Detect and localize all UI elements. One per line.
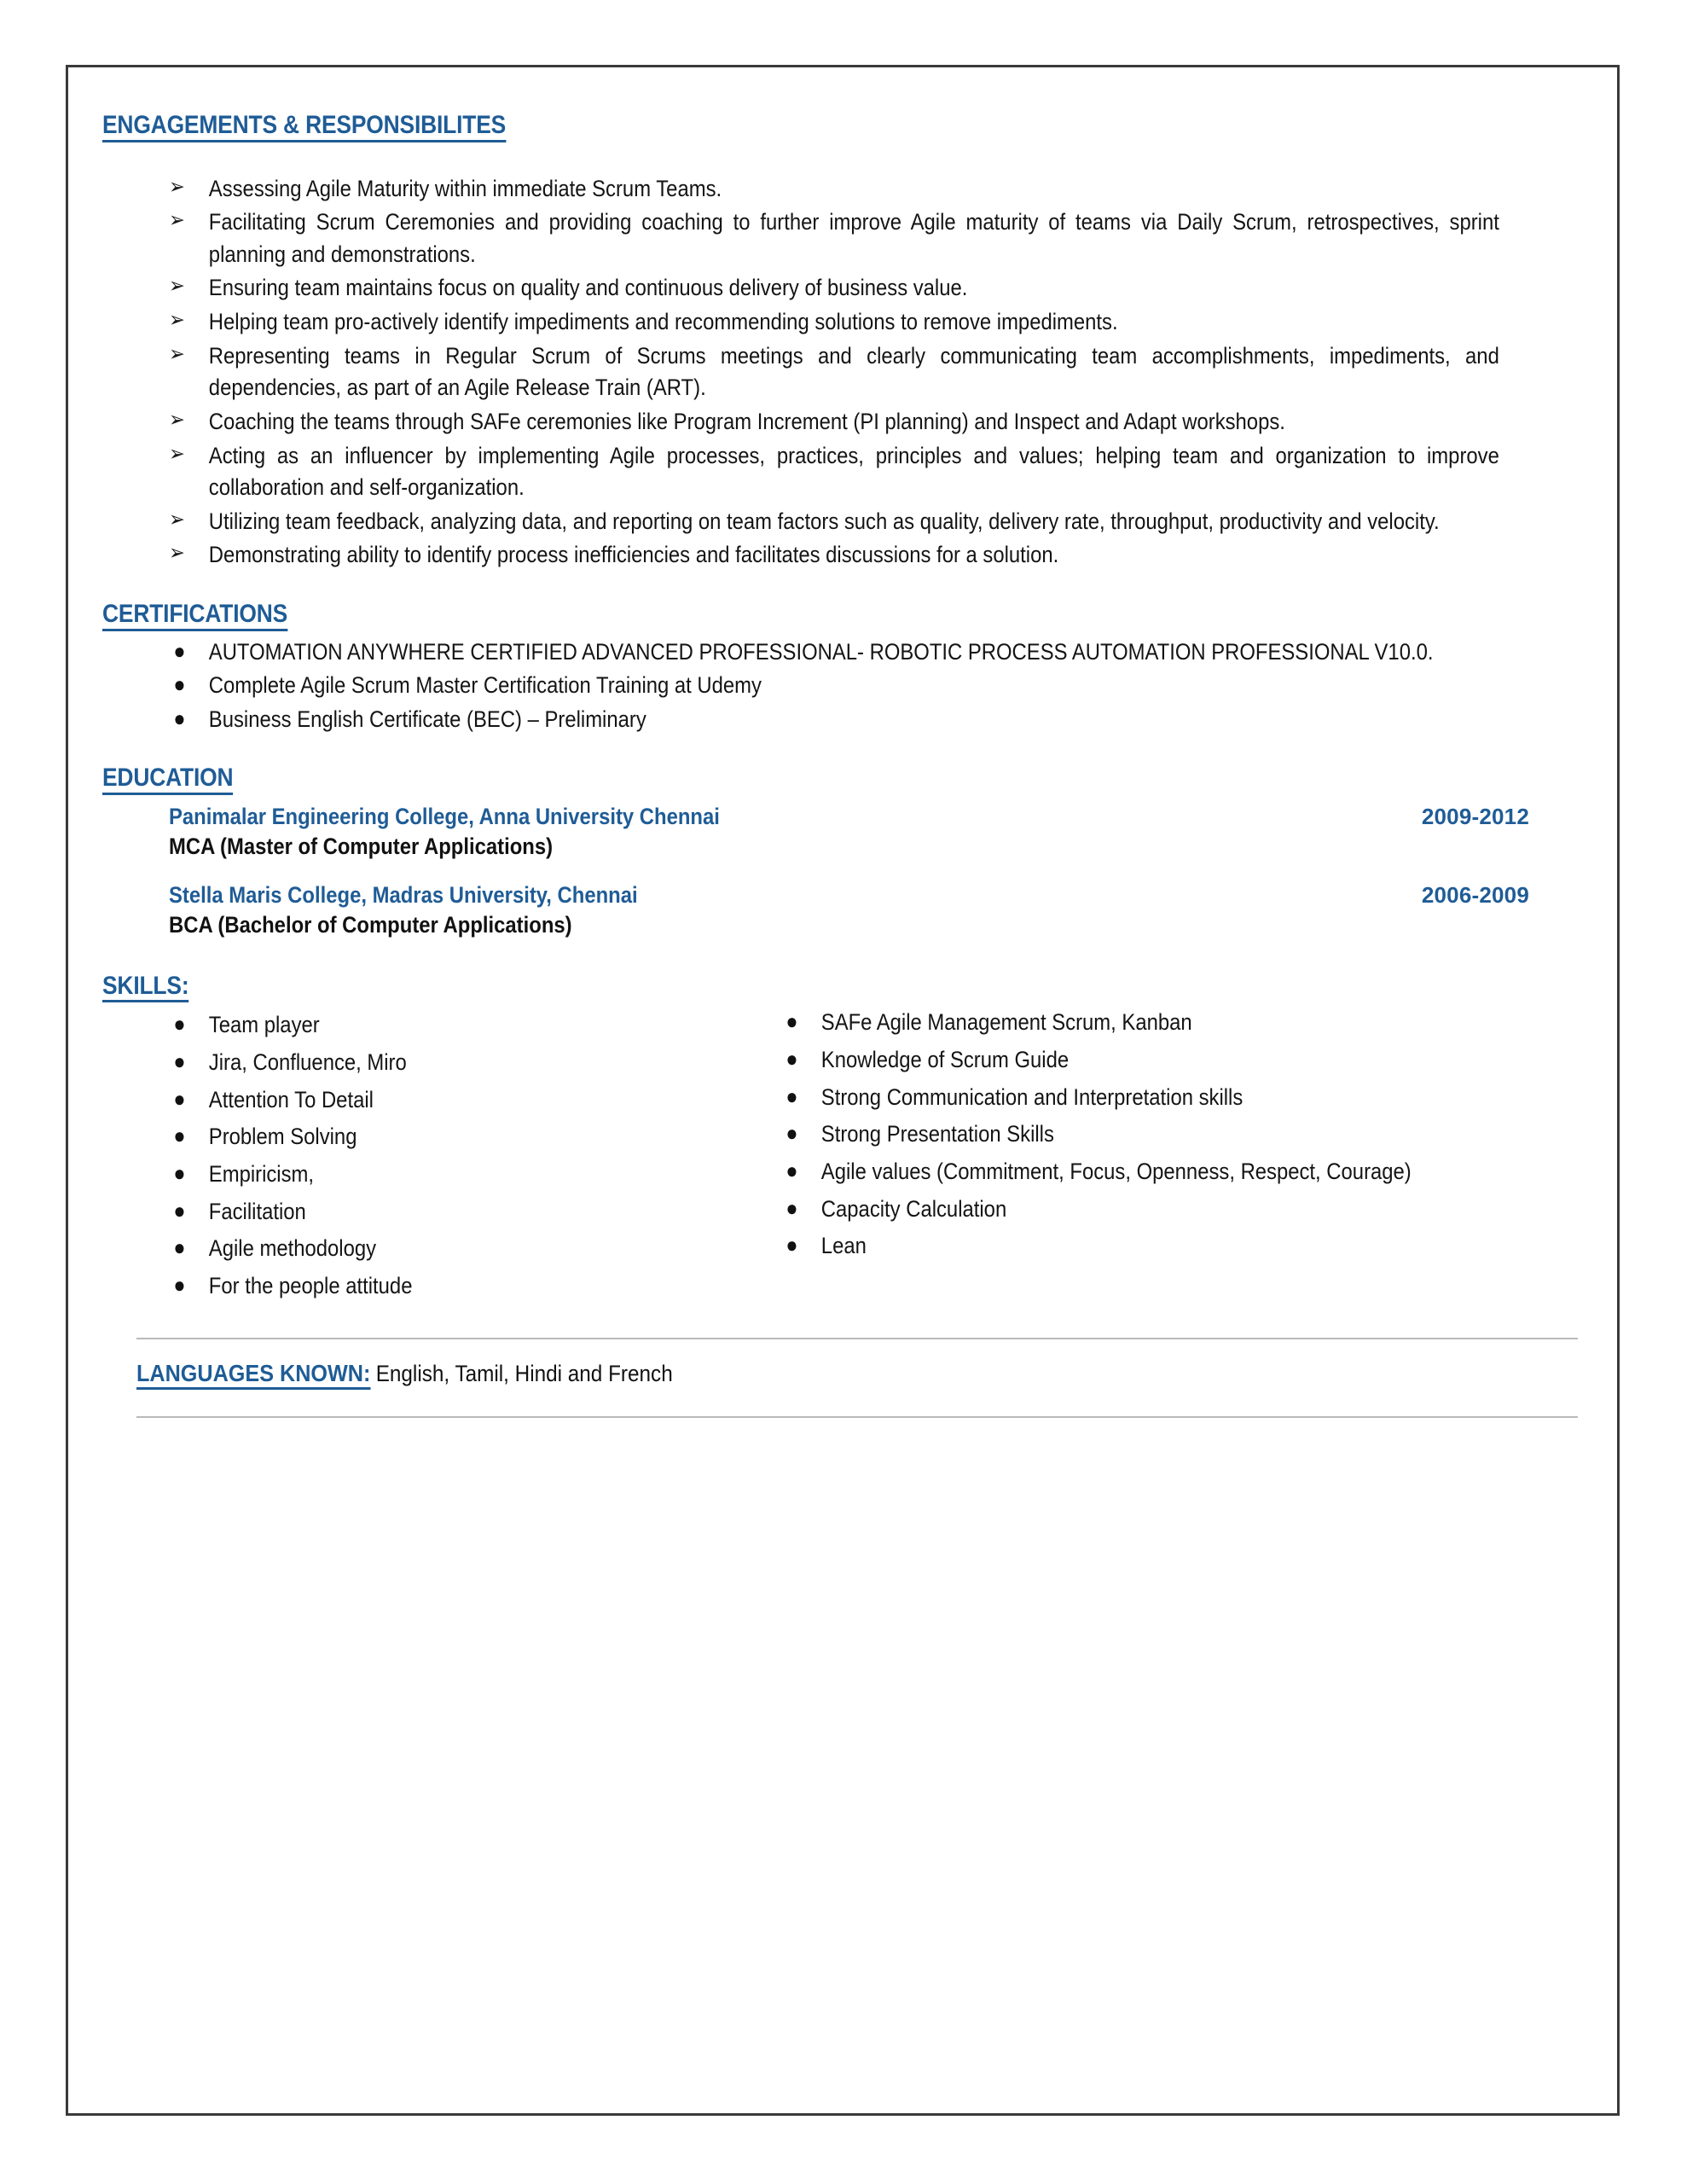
list-item-text: Agile values (Commitment, Focus, Openness, Respect, Courage) xyxy=(820,1158,1412,1184)
education-school-name: Stella Maris College, Madras University, Chennai xyxy=(169,881,638,908)
dot-bullet-icon: ● xyxy=(173,1159,186,1186)
list-item-text: Coaching the teams through SAFe ceremonies like Program Increment (PI planning) and Inspect and Adapt workshops. xyxy=(208,408,1285,434)
dot-bullet-icon: ● xyxy=(786,1232,798,1258)
list-item-text: Business English Certificate (BEC) – Preliminary xyxy=(208,706,646,732)
dot-bullet-icon: ● xyxy=(786,1194,798,1221)
list-item xyxy=(169,1121,749,1153)
arrow-bullet-icon: ➢ xyxy=(169,274,185,299)
certifications-list xyxy=(169,636,1499,736)
list-item xyxy=(169,440,1499,504)
list-item xyxy=(169,1009,749,1042)
list-item xyxy=(169,173,1499,206)
list-item xyxy=(169,704,1499,736)
engagements-heading: ENGAGEMENTS & RESPONSIBILITES xyxy=(102,112,506,142)
engagements-list xyxy=(169,173,1499,572)
education-years: 2006-2009 xyxy=(1421,881,1529,908)
skills-left-body xyxy=(169,1009,749,1302)
dot-bullet-icon: ● xyxy=(173,705,186,731)
arrow-bullet-icon: ➢ xyxy=(169,341,185,366)
education-entry-row xyxy=(169,882,1529,909)
skills-section xyxy=(102,973,1583,1308)
list-item xyxy=(169,1233,749,1265)
dot-bullet-icon: ● xyxy=(786,1046,798,1072)
list-item-text: Strong Presentation Skills xyxy=(820,1121,1054,1147)
languages-row xyxy=(136,1339,1578,1416)
divider-bottom xyxy=(136,1416,1578,1418)
list-item-text: SAFe Agile Management Scrum, Kanban xyxy=(820,1009,1192,1036)
list-item xyxy=(169,206,1499,270)
list-item-text: Team player xyxy=(208,1012,320,1038)
dot-bullet-icon: ● xyxy=(173,1234,186,1261)
list-item-text: Ensuring team maintains focus on quality and continuous delivery of business value. xyxy=(208,275,968,301)
list-item-text: Capacity Calculation xyxy=(820,1195,1007,1222)
education-heading: EDUCATION xyxy=(102,764,233,795)
dot-bullet-icon: ● xyxy=(173,1085,186,1112)
skills-columns xyxy=(102,1009,1583,1307)
list-item-text: Knowledge of Scrum Guide xyxy=(820,1047,1070,1072)
dot-bullet-icon: ● xyxy=(173,1048,186,1074)
list-item-text: Assessing Agile Maturity within immediate Scrum Teams. xyxy=(208,175,722,201)
dot-bullet-icon: ● xyxy=(786,1157,798,1183)
engagements-section xyxy=(102,112,1583,572)
dot-bullet-icon: ● xyxy=(786,1120,798,1147)
skills-left-column xyxy=(169,1009,749,1307)
education-years: 2009-2012 xyxy=(1421,803,1529,829)
list-item-text: Attention To Detail xyxy=(208,1086,374,1112)
list-item xyxy=(781,1118,1515,1151)
list-item xyxy=(781,1156,1515,1188)
list-item xyxy=(169,272,1499,305)
list-item-text: Facilitation xyxy=(208,1198,306,1224)
list-item-text: For the people attitude xyxy=(208,1272,413,1298)
list-item xyxy=(781,1007,1515,1039)
list-item-text: Helping team pro-actively identify impediments and recommending solutions to remove impediments. xyxy=(208,309,1118,334)
engagements-list-wrap xyxy=(169,173,1499,572)
arrow-bullet-icon: ➢ xyxy=(169,541,185,566)
education-school-name: Panimalar Engineering College, Anna University Chennai xyxy=(169,803,720,829)
list-item xyxy=(169,1047,749,1079)
skills-right-list xyxy=(781,1007,1515,1262)
list-item xyxy=(169,1270,749,1303)
list-item-text: Problem Solving xyxy=(208,1124,357,1150)
engagements-heading-wrap xyxy=(102,112,1583,142)
list-item xyxy=(169,406,1499,439)
education-heading-wrap xyxy=(102,764,1583,795)
resume-content xyxy=(102,112,1583,2113)
list-item xyxy=(169,506,1499,538)
skills-right-column xyxy=(781,1007,1515,1304)
certifications-body xyxy=(169,636,1499,736)
skills-right-body xyxy=(781,1007,1515,1262)
education-section xyxy=(102,764,1583,938)
arrow-bullet-icon: ➢ xyxy=(169,174,185,199)
languages-value: English, Tamil, Hindi and French xyxy=(375,1361,673,1387)
certifications-heading-wrap xyxy=(102,601,1583,631)
list-item xyxy=(169,340,1499,404)
list-item-text: Strong Communication and Interpretation skills xyxy=(820,1083,1244,1110)
list-item-text: Empiricism, xyxy=(208,1160,315,1187)
arrow-bullet-icon: ➢ xyxy=(169,407,185,432)
arrow-bullet-icon: ➢ xyxy=(169,308,185,332)
dot-bullet-icon: ● xyxy=(786,1008,798,1035)
list-item xyxy=(169,670,1499,702)
list-item xyxy=(169,1196,749,1228)
list-item-text: Acting as an influencer by implementing Agile processes, practices, principles and values; helping team and organization to improve collaboration and self-organization. xyxy=(208,442,1499,501)
list-item-text: Complete Agile Scrum Master Certification Training at Udemy xyxy=(208,672,762,699)
list-item xyxy=(169,636,1499,669)
list-item-text: Agile methodology xyxy=(208,1235,377,1262)
dot-bullet-icon: ● xyxy=(173,1011,186,1037)
list-item-text: Utilizing team feedback, analyzing data, and reporting on team factors such as quality, delivery rate, throughput, productivity and velocity. xyxy=(208,508,1440,534)
list-item xyxy=(169,539,1499,572)
list-item xyxy=(169,306,1499,339)
list-item xyxy=(169,1159,749,1191)
list-item-text: AUTOMATION ANYWHERE CERTIFIED ADVANCED PROFESSIONAL- ROBOTIC PROCESS AUTOMATION PROFESSIONAL V10.0. xyxy=(208,638,1434,665)
list-item-text: Facilitating Scrum Ceremonies and providing coaching to further improve Agile maturity of teams via Daily Scrum, retrospectives, sprint planning and demonstrations. xyxy=(208,209,1499,267)
dot-bullet-icon: ● xyxy=(173,671,186,698)
list-item xyxy=(781,1230,1515,1263)
education-degree: MCA (Master of Computer Applications) xyxy=(169,833,554,859)
dot-bullet-icon: ● xyxy=(173,1197,186,1223)
education-entry xyxy=(169,882,1529,938)
arrow-bullet-icon: ➢ xyxy=(169,507,185,531)
list-item xyxy=(169,1084,749,1117)
languages-inner xyxy=(136,1360,673,1387)
languages-section xyxy=(136,1338,1578,1418)
resume-page-border xyxy=(66,65,1620,2116)
certifications-section xyxy=(102,601,1583,735)
list-item xyxy=(781,1082,1515,1114)
languages-label: LANGUAGES KNOWN: xyxy=(136,1360,370,1390)
engagements-body xyxy=(169,173,1499,572)
dot-bullet-icon: ● xyxy=(786,1083,798,1109)
list-item-text: Representing teams in Regular Scrum of Scrums meetings and clearly communicating team accomplishments, impediments, and dependencies, as part of an Agile Release Train (ART). xyxy=(208,342,1499,401)
dot-bullet-icon: ● xyxy=(173,637,186,664)
list-item-text: Jira, Confluence, Miro xyxy=(208,1049,407,1075)
list-item xyxy=(781,1044,1515,1077)
skills-left-list xyxy=(169,1009,749,1302)
list-item xyxy=(781,1194,1515,1226)
arrow-bullet-icon: ➢ xyxy=(169,441,185,466)
education-entry-row xyxy=(169,804,1529,830)
list-item-text: Lean xyxy=(820,1233,867,1259)
education-entry xyxy=(169,804,1529,860)
certifications-list-wrap xyxy=(169,636,1499,736)
dot-bullet-icon: ● xyxy=(173,1123,186,1149)
certifications-heading: CERTIFICATIONS xyxy=(102,601,287,631)
dot-bullet-icon: ● xyxy=(173,1271,186,1298)
skills-heading-wrap xyxy=(102,973,1583,1003)
skills-heading: SKILLS: xyxy=(102,973,188,1003)
list-item-text: Demonstrating ability to identify process inefficiencies and facilitates discussions for a solution. xyxy=(208,542,1059,568)
arrow-bullet-icon: ➢ xyxy=(169,208,185,233)
education-degree: BCA (Bachelor of Computer Applications) xyxy=(169,911,572,938)
